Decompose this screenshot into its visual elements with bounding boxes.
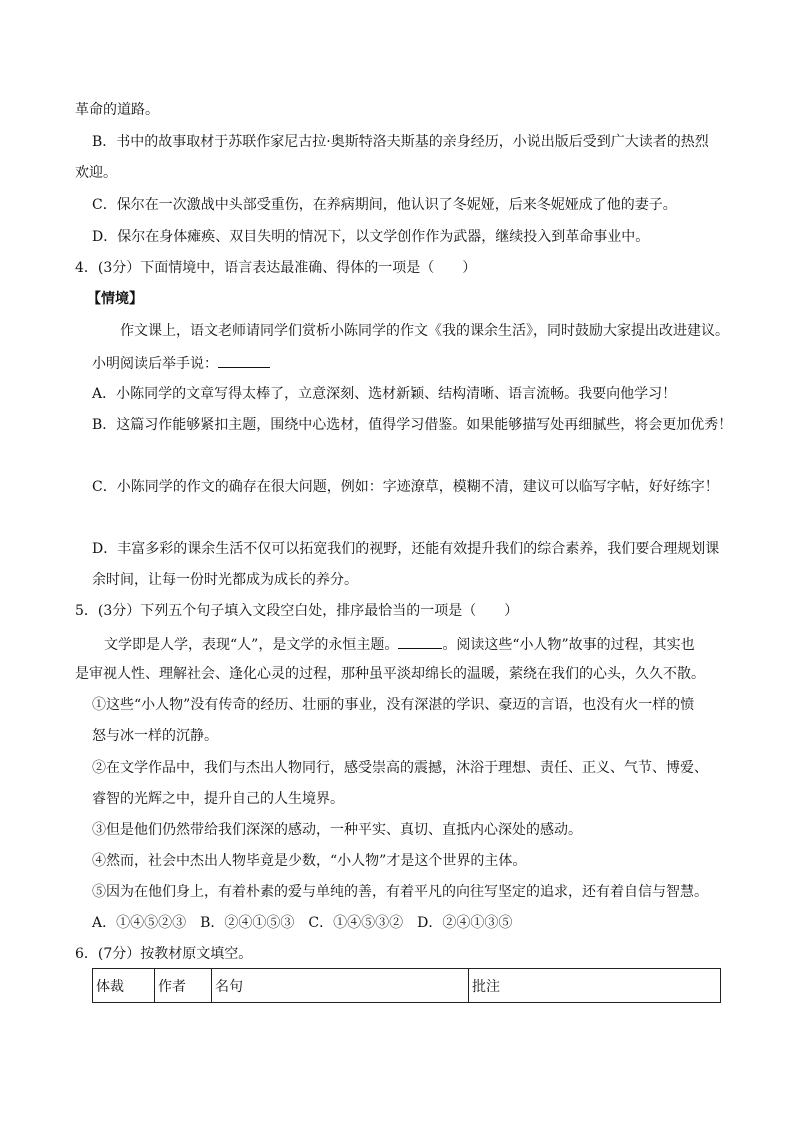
q4-stem: 4．(3分）下面情境中，语言表达最准确、得体的一项是（ ） [75,260,477,276]
answer-blank [398,634,442,649]
q4-option-a: A．小陈同学的文章写得太棒了，立意深刻、选材新颖、结构清晰、语言流畅。我要向他学习！ [92,386,677,402]
q5-sentence-3: ③但是他们仍然带给我们深深的感动，一种平实、真切、直抵内心深处的感动。 [92,822,582,838]
q6-stem: 6．(7分）按教材原文填空。 [75,946,253,962]
q5-sentence-1-line1: ①这些“小人物”没有传奇的经历、壮丽的事业，没有深湛的学识、豪迈的言语，也没有火一样的愤 [92,697,695,713]
q4-option-b: B．这篇习作能够紧扣主题，围绕中心选材，值得学习借鉴。如果能够描写处再细腻些，将会更加优秀！ [92,417,733,433]
answer-blank [218,353,270,368]
q5-sentence-1-line2: 怒与冰一样的沉静。 [92,728,218,744]
q4-option-d-line2: 余时间，让每一份时光都成为成长的养分。 [92,572,358,588]
table-header-cell: 批注 [469,969,721,1003]
q3-option-a-continued: 革命的道路。 [75,102,159,118]
q5-sentence-2-line1: ②在文学作品中，我们与杰出人物同行，感受崇高的震撼，沐浴于理想、责任、正义、气节、博爱、 [92,760,708,776]
q4-situation-label: 【情境】 [87,291,143,307]
q4-prompt-text: 小明阅读后举手说： [92,356,218,372]
q5-passage-part1: 文学即是人学，表现“人”，是文学的永恒主题。 [104,637,399,653]
q5-passage-line1 [104,634,695,654]
q5-passage-line2: 是审视人性、理解社会、逢化心灵的过程，那种虽平淡却绵长的温暖，萦绕在我们的心头，久久不散。 [75,666,705,682]
table-header-cell: 名句 [212,969,469,1003]
q5-sentence-2-line2: 睿智的光辉之中，提升自己的人生境界。 [92,791,344,807]
q4-option-c: C．小陈同学的作文的确存在很大问题，例如：字迹潦草，模糊不清，建议可以临写字帖，好好练字！ [92,479,719,495]
q5-sentence-5: ⑤因为在他们身上，有着朴素的爱与单纯的善，有着平凡的向往写坚定的追求，还有着自信与智慧。 [92,884,708,900]
q3-option-b-line1: B．书中的故事取材于苏联作家尼古拉·奥斯特洛夫斯基的亲身经历，小说出版后受到广大读者的热烈 [92,134,709,150]
q4-context-line2 [92,353,270,373]
q5-choices: A．①④⑤②③ B．②④①⑤③ C．①④⑤③② D．②④①③⑤ [92,915,513,931]
q4-context-line1: 作文课上，语文老师请同学们赏析小陈同学的作文《我的课余生活》，同时鼓励大家提出改进建议。 [120,323,729,339]
q3-option-d: D．保尔在身体瘫痪、双目失明的情况下，以文学创作作为武器，继续投入到革命事业中。 [92,229,650,245]
q5-stem: 5．(3分）下列五个句子填入文段空白处，排序最恰当的一项是（ ） [75,603,519,619]
table-header-row [93,969,721,1003]
q3-option-c: C．保尔在一次激战中头部受重伤，在养病期间，他认识了冬妮娅，后来冬妮娅成了他的妻子。 [92,197,677,213]
q3-option-b-line2: 欢迎。 [75,165,117,181]
q5-passage-part2: 。阅读这些“小人物”故事的过程，其实也 [442,637,695,653]
table-header-cell: 作者 [155,969,212,1003]
q4-option-d-line1: D．丰富多彩的课余生活不仅可以拓宽我们的视野，还能有效提升我们的综合素养，我们要合理规划课 [92,541,720,557]
q6-table [92,968,721,1003]
table-header-cell: 体裁 [93,969,155,1003]
q5-sentence-4: ④然而，社会中杰出人物毕竟是少数，“小人物”才是这个世界的主体。 [92,853,527,869]
